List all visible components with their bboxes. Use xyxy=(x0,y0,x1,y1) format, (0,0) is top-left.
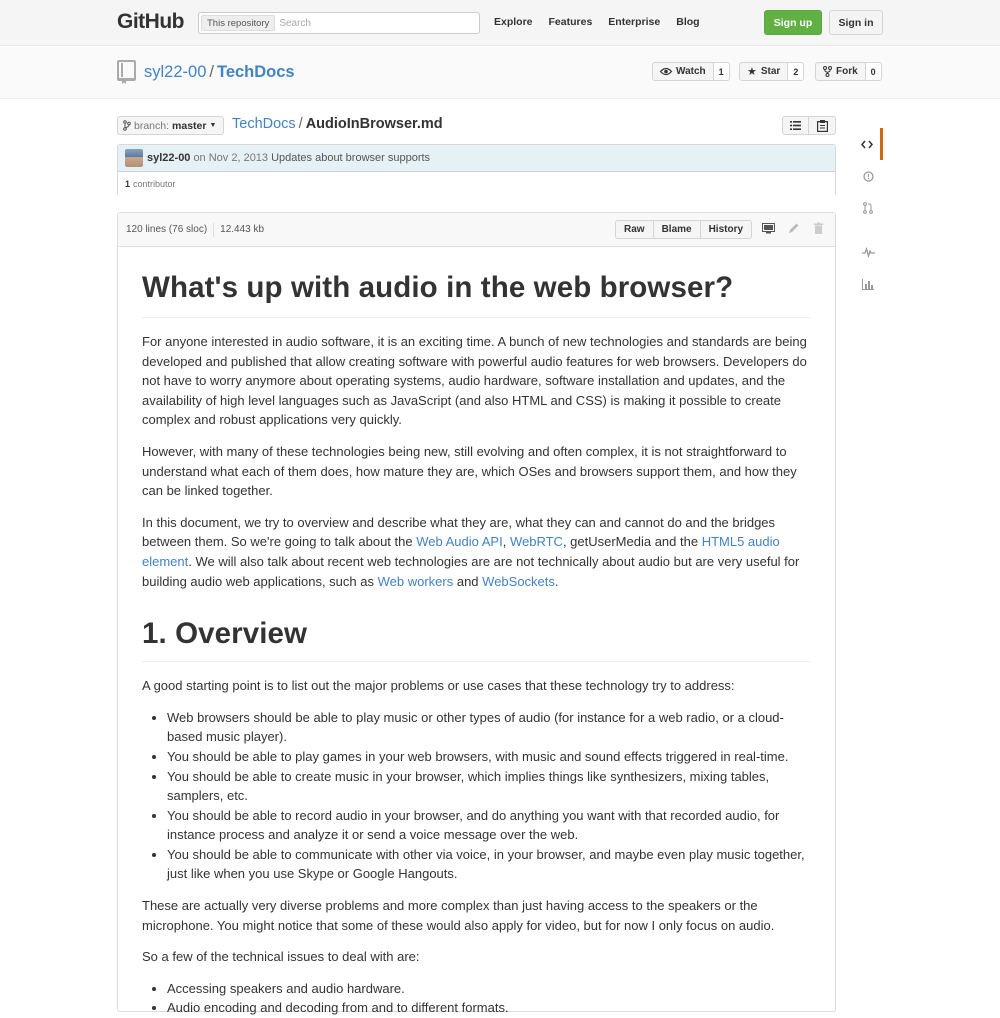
branch-name: master xyxy=(172,119,207,132)
branch-selector[interactable] xyxy=(117,116,224,135)
repo-owner-link[interactable]: syl22-00 xyxy=(144,63,207,81)
text-segment: . xyxy=(554,573,559,589)
raw-button[interactable]: Raw xyxy=(615,220,654,239)
contributors-count: 1 xyxy=(125,179,131,189)
copy-path-button[interactable] xyxy=(809,116,836,135)
list-item: • You should be able to play games in your web browsers, with music and sound effects triggered in real-time. xyxy=(167,747,811,767)
repo-header xyxy=(0,47,1000,99)
sign-up-button[interactable]: Sign up xyxy=(764,10,822,35)
sidebar-item-pull-requests[interactable] xyxy=(853,192,883,224)
commit-date: on Nov 2, 2013 xyxy=(193,152,269,164)
nav-enterprise[interactable]: Enterprise xyxy=(608,16,661,28)
text-segment: In this document, we try to overview and describe what they are, what they can and cannot do and the bridges between them. So we're going to talk about the xyxy=(142,514,776,550)
watch-count[interactable]: 1 xyxy=(714,62,730,81)
file-size: 12.443 kb xyxy=(220,224,265,235)
nav-blog[interactable]: Blog xyxy=(676,16,700,28)
meta-divider xyxy=(213,223,214,237)
issue-icon xyxy=(863,171,874,182)
repo-title-separator: / xyxy=(209,63,214,81)
breadcrumb-file: AudioInBrowser.md xyxy=(305,116,443,132)
markdown-body xyxy=(118,247,835,1018)
sign-in-button[interactable]: Sign in xyxy=(829,10,883,35)
breadcrumb-root-link[interactable]: TechDocs xyxy=(232,116,296,132)
paragraph-however: However, with many of these technologies being new, still evolving and often complex, it is not straightforward to understand what each of them does, how mature they are, which OSes and browsers support them, and how they can be linked together. xyxy=(142,443,797,499)
contributors-label: contributor xyxy=(133,179,176,189)
file-action-buttons xyxy=(615,220,752,239)
fork-count[interactable]: 0 xyxy=(866,62,882,81)
search-scope-label: This repository xyxy=(201,15,275,31)
paragraph-diverse-problems: These are actually very diverse problems and more complex than just having access to the speakers or the microphone. You might notice that some of these would also apply for video, but for now I only focus on audio. xyxy=(142,898,775,933)
pulse-icon xyxy=(862,248,875,257)
paragraph-document xyxy=(142,513,811,591)
fork-button[interactable] xyxy=(815,62,866,81)
blame-button[interactable]: Blame xyxy=(654,220,701,239)
file-view-buttons xyxy=(782,116,836,135)
watch-group xyxy=(652,62,730,81)
text-segment: and xyxy=(453,573,483,589)
commit-author[interactable]: syl22-00 xyxy=(147,152,191,164)
star-button[interactable] xyxy=(739,62,788,81)
file-box xyxy=(117,212,836,1016)
text-segment: , xyxy=(502,534,510,550)
link-html5-audio-element[interactable]: HTML5 audio element xyxy=(142,534,780,569)
sidebar-separator xyxy=(853,224,883,236)
breadcrumb-separator: / xyxy=(298,116,303,132)
fork-icon xyxy=(823,66,832,77)
list-icon xyxy=(790,121,801,130)
file-meta-bar xyxy=(118,213,835,247)
repo-name-link[interactable]: TechDocs xyxy=(216,63,295,81)
paragraph-starting-point: A good starting point is to list out the major problems or use cases that these technology try to address: xyxy=(142,678,735,694)
avatar[interactable] xyxy=(125,149,143,167)
use-case-list xyxy=(142,708,811,884)
contributors-row[interactable] xyxy=(118,172,835,196)
latest-commit-box xyxy=(117,144,836,196)
sidebar-item-graphs[interactable] xyxy=(853,268,883,300)
list-item: • You should be able to create music in your browser, which implies things like synthesizers, mixing tables, samplers, etc. xyxy=(167,767,811,806)
list-view-button[interactable] xyxy=(782,116,809,135)
star-icon: ★ xyxy=(747,66,757,78)
link-web-audio-api[interactable]: Web Audio API xyxy=(416,534,503,550)
clipboard-icon xyxy=(817,120,828,132)
fork-group xyxy=(815,62,882,81)
nav-features[interactable]: Features xyxy=(548,16,593,28)
desktop-icon[interactable] xyxy=(762,222,775,235)
list-item: • You should be able to record audio in your browser, and do anything you want with that recorded audio, for instance process and analyze it or send a voice message over the web. xyxy=(167,806,811,845)
watch-button[interactable] xyxy=(652,62,714,81)
trash-icon[interactable] xyxy=(812,222,825,235)
pencil-icon[interactable] xyxy=(787,222,800,235)
text-segment: . We will also talk about recent web technologies are are not technically about audio but are very useful for building audio web applications, such as xyxy=(142,553,800,589)
list-item: • Web browsers should be able to play music or other types of audio (for instance for a web radio, or a cloud-based music player). xyxy=(167,708,811,747)
list-item: • Audio encoding and decoding from and to different formats. xyxy=(167,998,811,1018)
breadcrumb xyxy=(232,116,443,132)
nav-explore[interactable]: Explore xyxy=(494,16,533,28)
sidebar-item-code[interactable] xyxy=(853,128,883,160)
history-button[interactable]: History xyxy=(701,220,752,239)
technical-issues-list xyxy=(142,979,811,1018)
site-header xyxy=(0,0,1000,46)
eye-icon xyxy=(660,67,672,76)
branch-prefix: branch: xyxy=(134,119,170,132)
fork-label: Fork xyxy=(836,66,858,77)
watch-label: Watch xyxy=(676,66,706,77)
text-segment: , getUserMedia and the xyxy=(562,534,702,550)
github-logo[interactable]: GitHub xyxy=(117,10,184,33)
link-web-workers[interactable]: Web workers xyxy=(377,573,454,589)
commit-info xyxy=(118,145,835,172)
sidebar-item-pulse[interactable] xyxy=(853,236,883,268)
search-input[interactable] xyxy=(279,18,469,29)
pull-request-icon xyxy=(863,202,873,214)
star-group xyxy=(739,62,804,81)
commit-message[interactable]: Updates about browser supports xyxy=(271,152,431,164)
branch-icon xyxy=(123,120,131,131)
repo-title xyxy=(144,63,295,82)
repo-sidebar xyxy=(853,128,883,300)
link-websockets[interactable]: WebSockets xyxy=(482,573,555,589)
list-item: • Accessing speakers and audio hardware. xyxy=(167,979,811,999)
paragraph-technical-issues: So a few of the technical issues to deal with are: xyxy=(142,949,420,965)
star-label: Star xyxy=(760,66,781,77)
paragraph-intro: For anyone interested in audio software, it is an exciting time. A bunch of new technologies and standards are being developed and published that allow creating software with powerful audio features for web browsers. Developers do not have to worry anymore about operating systems, audio hardware, software installation and updates, and the availability of high level languages such as JavaScript (and also HTML and CSS) is making it possible to create complex and robust applications very quickly. xyxy=(142,334,807,428)
search-box[interactable] xyxy=(198,12,480,34)
chevron-down-icon: ▼ xyxy=(209,122,217,129)
link-webrtc[interactable]: WebRTC xyxy=(509,534,563,550)
star-count[interactable]: 2 xyxy=(788,62,804,81)
sidebar-item-issues[interactable] xyxy=(853,160,883,192)
main-nav xyxy=(494,16,700,28)
code-icon xyxy=(861,140,873,149)
repo-icon xyxy=(117,60,136,84)
heading-overview: 1. Overview xyxy=(142,615,811,662)
list-item: • You should be able to communicate with other via voice, in your browser, and maybe even play music together, just like when you use Skype or Google Hangouts. xyxy=(167,845,811,884)
heading-title: What's up with audio in the web browser? xyxy=(142,269,811,318)
graph-icon xyxy=(862,279,874,290)
file-edit-icons xyxy=(762,222,825,235)
file-line-count: 120 lines (76 sloc) xyxy=(126,224,208,235)
